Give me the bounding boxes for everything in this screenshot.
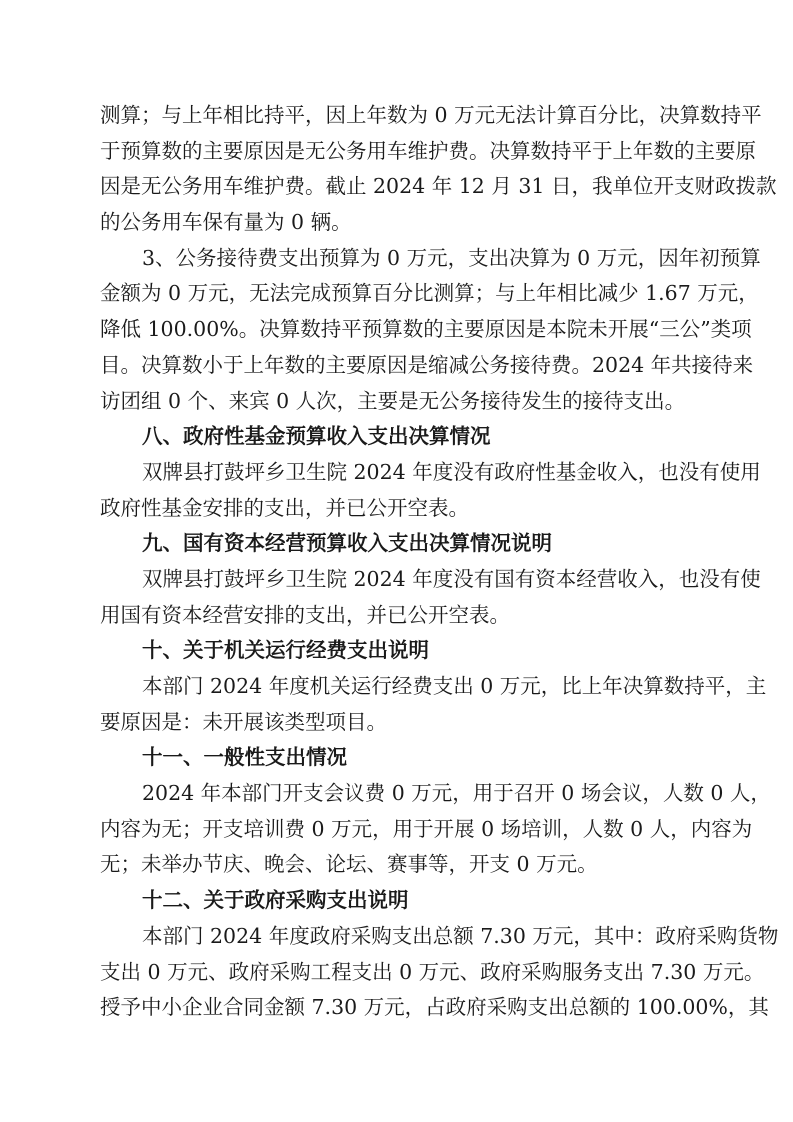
- text-line: 双牌县打鼓坪乡卫生院 2024 年度没有政府性基金收入，也没有使用: [142, 459, 761, 484]
- text-line: 支出 0 万元、政府采购工程支出 0 万元、政府采购服务支出 7.30 万元。: [100, 959, 765, 984]
- text-line: 目。决算数小于上年数的主要原因是缩减公务接待费。2024 年共接待来: [100, 352, 754, 377]
- text-line: 金额为 0 万元，无法完成预算百分比测算；与上年相比减少 1.67 万元，: [100, 281, 759, 306]
- section-heading: 十一、一般性支出情况: [142, 745, 347, 770]
- text-line: 的公务用车保有量为 0 辆。: [100, 210, 352, 235]
- text-line: 用国有资本经营安排的支出，并已公开空表。: [100, 602, 510, 627]
- paragraph: [100, 455, 761, 526]
- paragraph: [100, 776, 771, 883]
- text-line: 2024 年本部门开支会议费 0 万元，用于召开 0 场会议，人数 0 人，: [142, 781, 771, 806]
- document-page: [100, 98, 779, 1026]
- text-line: 于预算数的主要原因是无公务用车维护费。决算数持平于上年数的主要原: [100, 138, 756, 163]
- paragraph: [100, 919, 779, 1026]
- section-heading: 九、国有资本经营预算收入支出决算情况说明: [142, 531, 552, 556]
- text-line: 双牌县打鼓坪乡卫生院 2024 年度没有国有资本经营收入，也没有使: [142, 566, 761, 591]
- section-heading: 十二、关于政府采购支出说明: [142, 888, 409, 913]
- paragraph: [100, 241, 761, 419]
- section-heading: 八、政府性基金预算收入支出决算情况: [142, 424, 491, 449]
- text-line: 内容为无；开支培训费 0 万元，用于开展 0 场培训，人数 0 人，内容为: [100, 816, 753, 841]
- text-line: 无；未举办节庆、晚会、论坛、赛事等，开支 0 万元。: [100, 852, 598, 877]
- text-line: 测算；与上年相比持平，因上年数为 0 万元无法计算百分比，决算数持平: [100, 103, 762, 127]
- text-line: 政府性基金安排的支出，并已公开空表。: [100, 495, 469, 520]
- text-line: 降低 100.00%。决算数持平预算数的主要原因是本院未开展“三公”类项: [100, 317, 752, 342]
- text-line: 访团组 0 个、来宾 0 人次，主要是无公务接待发生的接待支出。: [100, 388, 686, 413]
- text-line: 因是无公务用车维护费。截止 2024 年 12 月 31 日，我单位开支财政拨款: [100, 174, 777, 199]
- text-line: 本部门 2024 年度机关运行经费支出 0 万元，比上年决算数持平，主: [142, 674, 767, 698]
- paragraph: [100, 562, 761, 633]
- text-line: 本部门 2024 年度政府采购支出总额 7.30 万元，其中：政府采购货物: [142, 923, 779, 948]
- text-line: 授予中小企业合同金额 7.30 万元，占政府采购支出总额的 100.00%，其: [100, 995, 769, 1020]
- paragraph: [100, 669, 767, 740]
- text-line: 要原因是：未开展该类型项目。: [100, 709, 387, 734]
- paragraph: [100, 98, 777, 241]
- section-heading: 十、关于机关运行经费支出说明: [142, 638, 429, 663]
- text-line: 3、公务接待费支出预算为 0 万元，支出决算为 0 万元，因年初预算: [142, 245, 761, 270]
